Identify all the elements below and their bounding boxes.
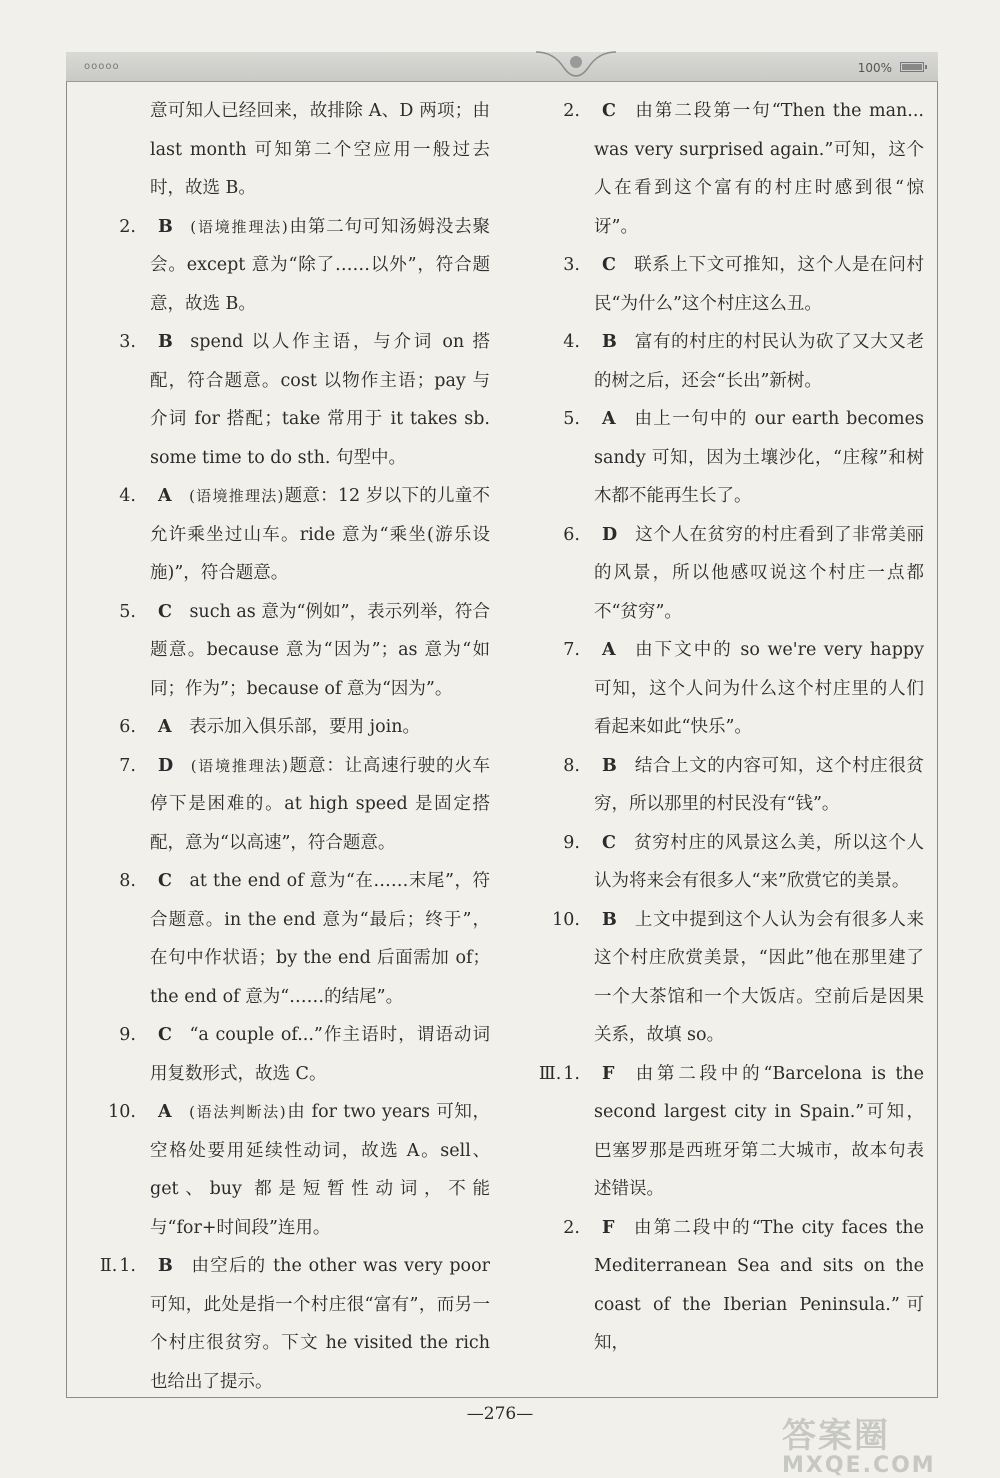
answer-letter: B: [158, 332, 173, 352]
explanation-text: 由第二段中的“Barcelona is the second largest city in Spain.”可知，巴塞罗那是西班牙第二大城市，故本句表述错误。: [594, 1063, 924, 1199]
answer-letter: B: [602, 332, 617, 352]
answer-letter: C: [158, 601, 172, 622]
answer-item: [520, 516, 924, 632]
explanation-text: 题意：让高速行驶的火车停下是困难的。at high speed 是固定搭配，意为“以高速”，符合题意。: [150, 755, 490, 853]
status-bar: [66, 52, 938, 82]
explanation-text: 上文中提到这个人认为会有很多人来这个村庄欣赏美景，“因此”他在那里建了一个大茶馆和一个大饭店。空前后是因果关系，故填 so。: [594, 909, 924, 1045]
left-column: [76, 92, 490, 1401]
explanation-text: 结合上文的内容可知，这个村庄很贫穷，所以那里的村民没有“钱”。: [594, 755, 924, 814]
watermark-text: 答案圈: [782, 1416, 890, 1456]
solving-method: (语境推理法): [189, 487, 285, 505]
solving-method: (语境推理法): [190, 217, 289, 236]
question-number: 6.: [119, 717, 136, 737]
answer-letter: C: [158, 1025, 172, 1045]
answer-item: [520, 631, 924, 747]
explanation-text: 由空后的 the other was very poor 可知，此处是指一个村庄很“富有”，而另一个村庄很贫穷。下文 he visited the rich 也给出了提示。: [150, 1256, 490, 1392]
answer-item: [520, 400, 924, 516]
item-number: [520, 1055, 580, 1094]
answer-item: [76, 208, 490, 324]
camera-notch-icon: [536, 50, 616, 86]
solving-method: (语法判断法): [189, 1103, 287, 1121]
right-column: [520, 92, 924, 1363]
item-number: [76, 593, 136, 632]
answer-letter: D: [602, 524, 618, 545]
explanation-text: “a couple of...”作主语时，谓语动词用复数形式，故选 C。: [150, 1025, 490, 1084]
question-number: 3.: [563, 255, 580, 275]
answer-letter: A: [158, 1102, 172, 1122]
answer-item: [76, 1016, 490, 1093]
explanation-text: such as 意为“例如”，表示列举，符合题意。because 意为“因为”；as 意为“如同；作为”；because of 意为“因为”。: [150, 601, 490, 699]
question-number: 9.: [563, 832, 580, 853]
battery-icon: [900, 62, 924, 72]
item-number: [520, 92, 580, 131]
section-number: Ⅲ.: [538, 1063, 562, 1084]
item-number: [520, 824, 580, 863]
answer-letter: F: [602, 1217, 615, 1238]
item-number: [520, 901, 580, 940]
answer-letter: F: [602, 1063, 615, 1084]
answer-item: [76, 747, 490, 863]
battery-percent: 100%: [857, 61, 892, 75]
answer-letter: B: [158, 1256, 173, 1276]
answer-letter: A: [602, 409, 616, 429]
answer-item: [76, 1247, 490, 1401]
question-number: 4.: [563, 332, 580, 352]
question-number: 1.: [119, 1256, 136, 1276]
answer-item: [520, 901, 924, 1055]
answer-item: [520, 323, 924, 400]
answer-letter: B: [602, 755, 617, 776]
answer-item: [76, 593, 490, 709]
question-number: 7.: [119, 755, 136, 776]
question-number: 8.: [563, 755, 580, 776]
explanation-text: 这个人在贫穷的村庄看到了非常美丽的风景，所以他感叹说这个村庄一点都不“贫穷”。: [594, 524, 924, 622]
answer-item: [76, 323, 490, 477]
explanation-text: 由第二段中的“The city faces the Mediterranean Sea and sits on the coast of the Iberian Peninsula.”可知，: [594, 1217, 924, 1353]
question-number: 5.: [119, 601, 136, 622]
answer-letter: B: [602, 909, 617, 930]
answer-letter: C: [602, 101, 616, 121]
question-number: 4.: [119, 486, 136, 506]
answer-item: [76, 92, 490, 208]
explanation-text: 富有的村庄的村民认为砍了又大又老的树之后，还会“长出”新树。: [594, 332, 924, 391]
item-number: [520, 631, 580, 670]
item-number: [520, 1209, 580, 1248]
answer-letter: C: [158, 871, 172, 891]
page-number: —276—: [466, 1404, 534, 1424]
answer-letter: A: [158, 486, 172, 506]
answer-item: [520, 246, 924, 323]
question-number: 6.: [563, 524, 580, 545]
answer-item: [520, 824, 924, 901]
answer-item: [520, 92, 924, 246]
item-number: [76, 477, 136, 516]
explanation-text: 由 for two years 可知，空格处要用延续性动词，故选 A。sell、get、buy 都是短暂性动词，不能与“for+时间段”连用。: [150, 1102, 490, 1238]
answer-item: [76, 862, 490, 1016]
item-number: [520, 400, 580, 439]
explanation-text: 意可知人已经回来，故排除 A、D 两项；由 last month 可知第二个空应用一般过去时，故选 B。: [150, 101, 490, 198]
answer-item: [520, 1055, 924, 1209]
section-number: Ⅱ.: [99, 1256, 118, 1276]
solving-method: (语境推理法): [190, 756, 290, 775]
explanation-text: 联系上下文可推知，这个人是在问村民“为什么”这个村庄这么丑。: [594, 255, 924, 314]
answer-item: [76, 477, 490, 593]
explanation-text: 贫穷村庄的风景这么美，所以这个人认为将来会有很多人“来”欣赏它的美景。: [594, 832, 924, 891]
answer-letter: C: [602, 255, 616, 275]
watermark-logo: [782, 1408, 972, 1478]
explanation-text: 由上一句中的 our earth becomes sandy 可知，因为土壤沙化，“庄稼”和树木都不能再生长了。: [594, 409, 924, 506]
item-number: [76, 1016, 136, 1055]
item-number: [76, 208, 136, 247]
explanation-text: at the end of 意为“在……末尾”，符合题意。in the end 意为“最后；终于”，在句中作状语；by the end 后面需加 of；the end of 意为“……的结尾”。: [150, 871, 490, 1007]
answer-letter: B: [158, 216, 173, 237]
signal-indicator: ooooo: [84, 61, 120, 72]
answer-item: [76, 1093, 490, 1247]
explanation-text: spend 以人作主语，与介词 on 搭配，符合题意。cost 以物作主语；pay 与介词 for 搭配；take 常用于 it takes sb. some time to do sth. 句型中。: [150, 332, 490, 468]
question-number: 2.: [563, 101, 580, 121]
answer-letter: A: [158, 717, 172, 737]
question-number: 2.: [563, 1217, 580, 1238]
item-number: [520, 747, 580, 786]
item-number: [520, 323, 580, 362]
answer-item: [76, 708, 490, 747]
item-number: [76, 1093, 136, 1132]
item-number: [76, 862, 136, 901]
item-number: [520, 516, 580, 555]
question-number: 10.: [552, 909, 580, 930]
question-number: 7.: [563, 640, 580, 660]
item-number: [76, 1247, 136, 1286]
item-number: [520, 246, 580, 285]
answer-letter: A: [602, 640, 616, 660]
question-number: 2.: [119, 216, 136, 237]
explanation-text: 由第二段第一句“Then the man... was very surprised again.”可知，这个人在看到这个富有的村庄时感到很“惊讶”。: [594, 101, 924, 237]
answer-letter: C: [602, 832, 616, 853]
answer-item: [520, 747, 924, 824]
explanation-text: 由第二句可知汤姆没去聚会。except 意为“除了……以外”，符合题意，故选 B。: [150, 216, 490, 314]
question-number: 1.: [563, 1063, 580, 1084]
question-number: 10.: [108, 1102, 136, 1122]
explanation-text: 由下文中的 so we're very happy 可知，这个人问为什么这个村庄里的人们看起来如此“快乐”。: [594, 640, 924, 737]
explanation-text: 表示加入俱乐部，要用 join。: [189, 717, 420, 737]
question-number: 8.: [119, 871, 136, 891]
item-number: [76, 323, 136, 362]
question-number: 9.: [119, 1025, 136, 1045]
explanation-text: 题意：12 岁以下的儿童不允许乘坐过山车。ride 意为“乘坐(游乐设施)”，符合题意。: [150, 486, 490, 583]
answer-item: [520, 1209, 924, 1363]
watermark-url: MXQE.COM: [782, 1453, 936, 1478]
item-number: [76, 747, 136, 786]
question-number: 3.: [119, 332, 136, 352]
question-number: 5.: [563, 409, 580, 429]
answer-letter: D: [158, 755, 174, 776]
item-number: [76, 708, 136, 747]
